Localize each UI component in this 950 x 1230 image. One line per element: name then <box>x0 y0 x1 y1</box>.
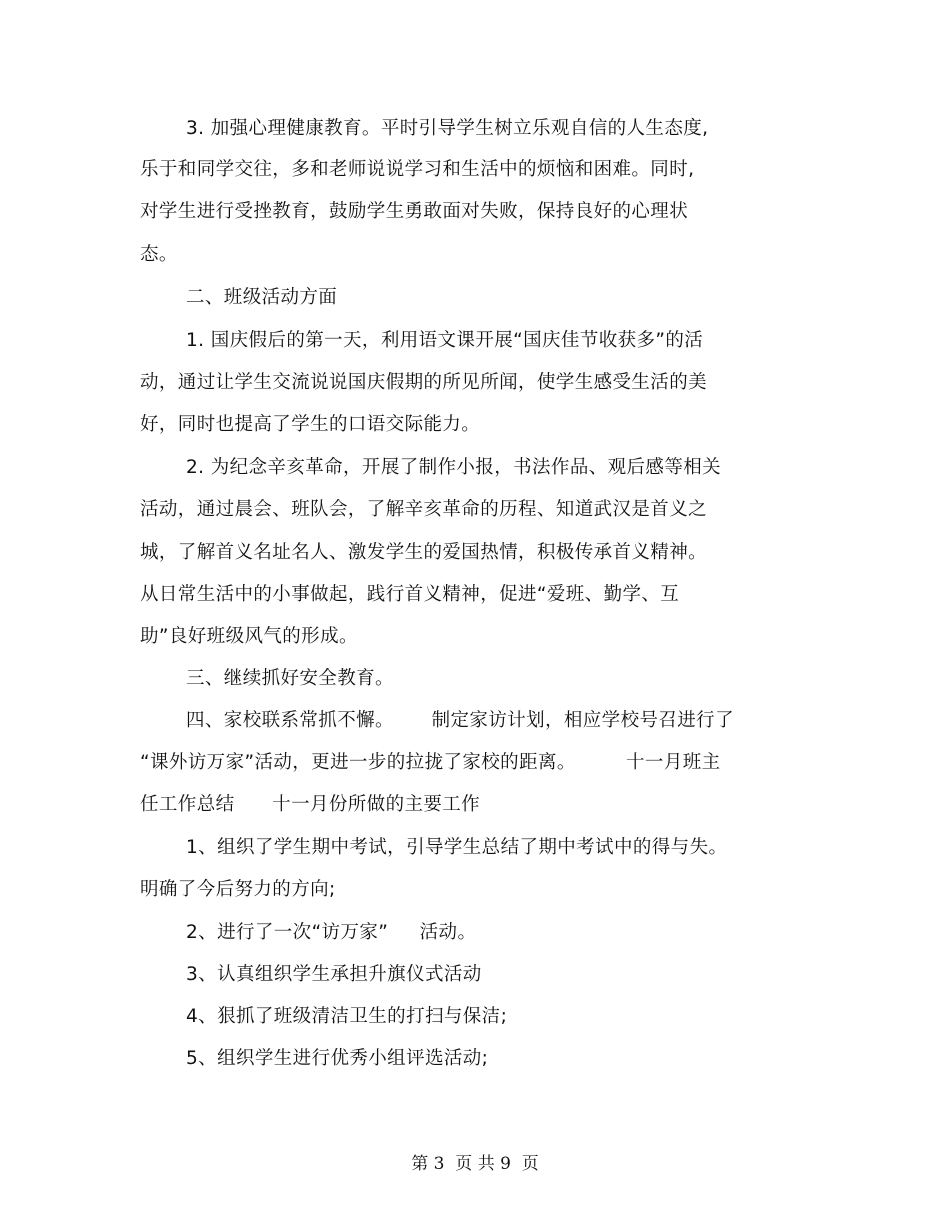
body-text-line: 态。 <box>140 244 178 265</box>
list-item: 1、组织了学生期中考试，引导学生总结了期中考试中的得与失。 <box>186 837 728 858</box>
body-text-line: 3. 加强心理健康教育。平时引导学生树立乐观自信的人生态度, <box>186 118 709 139</box>
body-text-line: 乐于和同学交往，多和老师说说学习和生活中的烦恼和困难。同时, <box>140 159 695 180</box>
body-text-line: 1. 国庆假后的第一天，利用语文课开展“国庆佳节收获多”的活 <box>186 330 704 351</box>
body-text-line: 对学生进行受挫教育，鼓励学生勇敢面对失败，保持良好的心理状 <box>140 201 689 222</box>
body-text-line: 好，同时也提高了学生的口语交际能力。 <box>140 414 481 435</box>
list-item-continuation: 明确了今后努力的方向; <box>140 879 336 900</box>
body-text-line: 城，了解首义名址名人、激发学生的爱国热情，积极传承首义精神。 <box>140 542 708 563</box>
list-item: 3、认真组织学生承担升旗仪式活动 <box>186 964 482 985</box>
section-heading: 二、班级活动方面 <box>186 287 338 308</box>
list-item: 4、狠抓了班级清洁卫生的打扫与保洁; <box>186 1006 508 1027</box>
section-heading: 四、家校联系常抓不懈。 制定家访计划，相应学校号召进行了 <box>186 710 734 731</box>
body-text-line: “课外访万家”活动，更进一步的拉拢了家校的距离。 十一月班主 <box>140 752 721 773</box>
body-text-line: 任工作总结 十一月份所做的主要工作 <box>140 794 481 815</box>
body-text-line: 活动，通过晨会、班队会，了解辛亥革命的历程、知道武汉是首义之 <box>140 499 708 520</box>
body-text-line: 从日常生活中的小事做起，践行首义精神，促进“爱班、勤学、互 <box>140 584 680 605</box>
section-heading: 三、继续抓好安全教育。 <box>186 668 394 689</box>
body-text-line: 2. 为纪念辛亥革命，开展了制作小报，书法作品、观后感等相关 <box>186 457 722 478</box>
list-item: 2、进行了一次“访万家” 活动。 <box>186 922 477 943</box>
page-number-footer: 第 3 页 共 9 页 <box>411 1154 539 1174</box>
body-text-line: 动，通过让学生交流说说国庆假期的所见所闻，使学生感受生活的美 <box>140 372 708 393</box>
list-item: 5、组织学生进行优秀小组评选活动; <box>186 1048 489 1069</box>
body-text-line: 助”良好班级风气的形成。 <box>140 626 358 647</box>
